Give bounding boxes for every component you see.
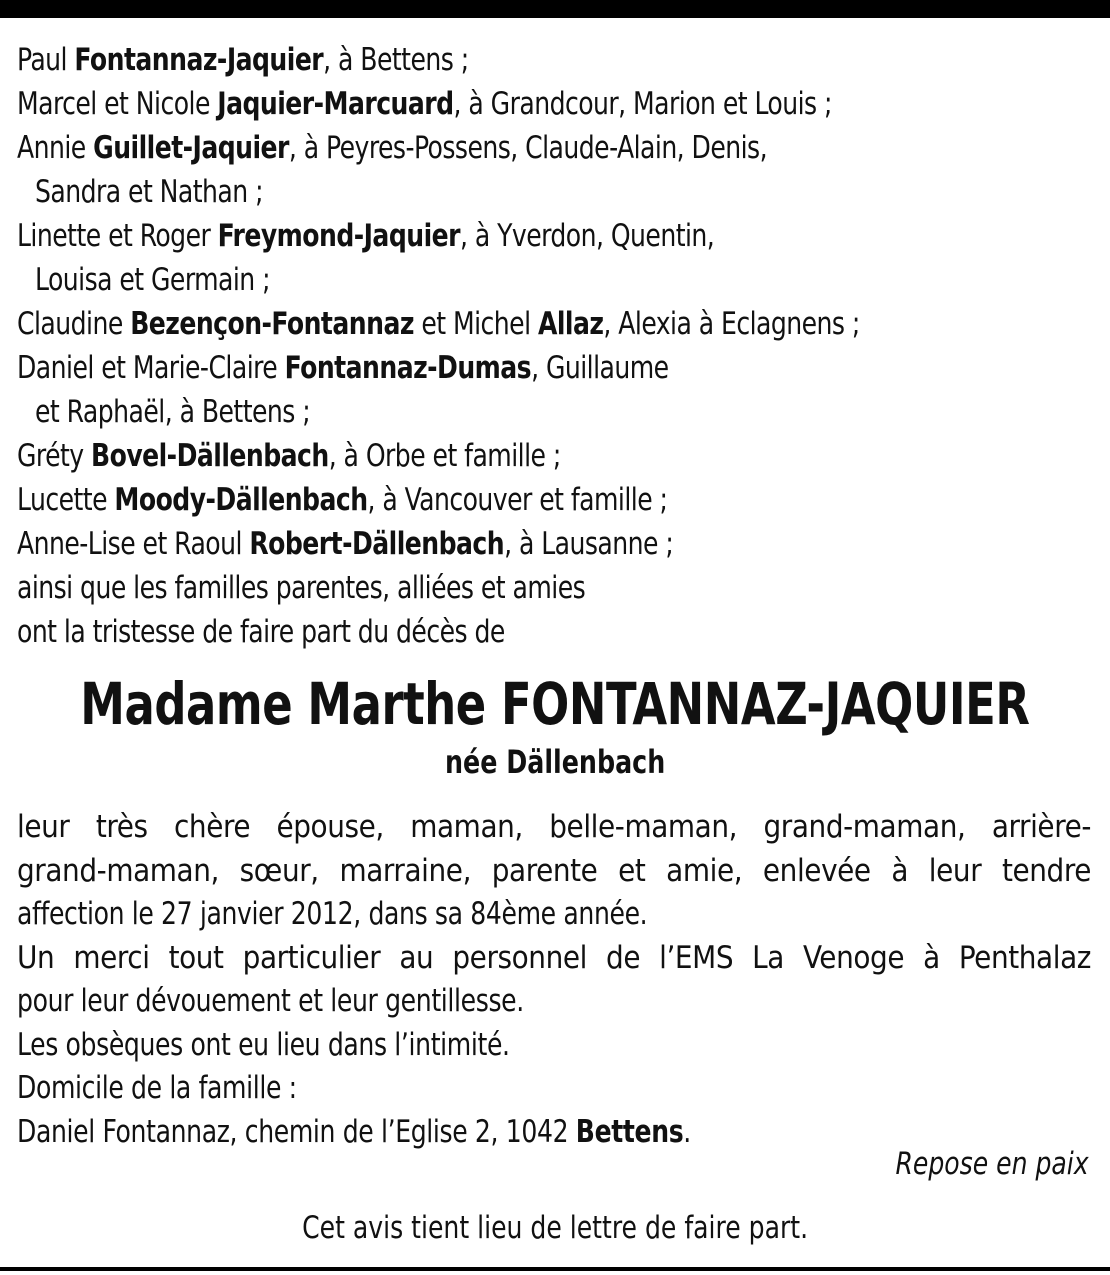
deceased-block bbox=[0, 668, 1110, 784]
body-line: leur très chère épouse, maman, belle-maman, grand-maman, arrière- bbox=[17, 809, 1091, 845]
family-line: Annie Guillet-Jaquier, à Peyres-Possens, Claude-Alain, Denis, bbox=[17, 130, 768, 166]
body-line: pour leur dévouement et leur gentillesse. bbox=[17, 983, 524, 1019]
maiden-name: née Dällenbach bbox=[444, 743, 666, 781]
family-line: Anne-Lise et Raoul Robert-Dällenbach, à Lausanne ; bbox=[17, 526, 674, 562]
family-line: Paul Fontannaz-Jaquier, à Bettens ; bbox=[17, 42, 469, 78]
family-address: Daniel Fontannaz, chemin de l’Eglise 2, 1042 Bettens. bbox=[17, 1113, 691, 1150]
body-line: Les obsèques ont eu lieu dans l’intimité. bbox=[17, 1026, 510, 1063]
family-line: Daniel et Marie-Claire Fontannaz-Dumas, Guillaume bbox=[17, 350, 669, 386]
deceased-name: Madame Marthe FONTANNAZ-JAQUIER bbox=[80, 670, 1030, 738]
family-line-continued: Sandra et Nathan ; bbox=[35, 174, 263, 210]
family-line: Linette et Roger Freymond-Jaquier, à Yverdon, Quentin, bbox=[17, 218, 715, 254]
family-line-continued: Louisa et Germain ; bbox=[35, 262, 271, 298]
family-list bbox=[17, 38, 1091, 654]
family-line: Gréty Bovel-Dällenbach, à Orbe et famille ; bbox=[17, 438, 561, 474]
family-line: ont la tristesse de faire part du décès de bbox=[17, 614, 505, 650]
notice-body bbox=[17, 806, 1091, 1154]
top-rule bbox=[0, 0, 1110, 18]
family-line: Lucette Moody-Dällenbach, à Vancouver et famille ; bbox=[17, 482, 668, 518]
footer-note: Cet avis tient lieu de lettre de faire part. bbox=[302, 1210, 808, 1246]
body-line: grand-maman, sœur, marraine, parente et amie, enlevée à leur tendre bbox=[17, 852, 1091, 889]
family-line: Marcel et Nicole Jaquier-Marcuard, à Grandcour, Marion et Louis ; bbox=[17, 86, 832, 122]
family-line-continued: et Raphaël, à Bettens ; bbox=[35, 394, 311, 430]
body-line: Domicile de la famille : bbox=[17, 1070, 297, 1106]
bottom-rule bbox=[0, 1267, 1110, 1271]
body-line: affection le 27 janvier 2012, dans sa 84ème année. bbox=[17, 896, 648, 932]
family-line: Claudine Bezençon-Fontannaz et Michel Allaz, Alexia à Eclagnens ; bbox=[17, 306, 860, 342]
repose-en-paix: Repose en paix bbox=[895, 1146, 1089, 1182]
body-line: Un merci tout particulier au personnel de l’EMS La Venoge à Penthalaz bbox=[17, 939, 1091, 976]
family-line: ainsi que les familles parentes, alliées et amies bbox=[17, 570, 586, 606]
